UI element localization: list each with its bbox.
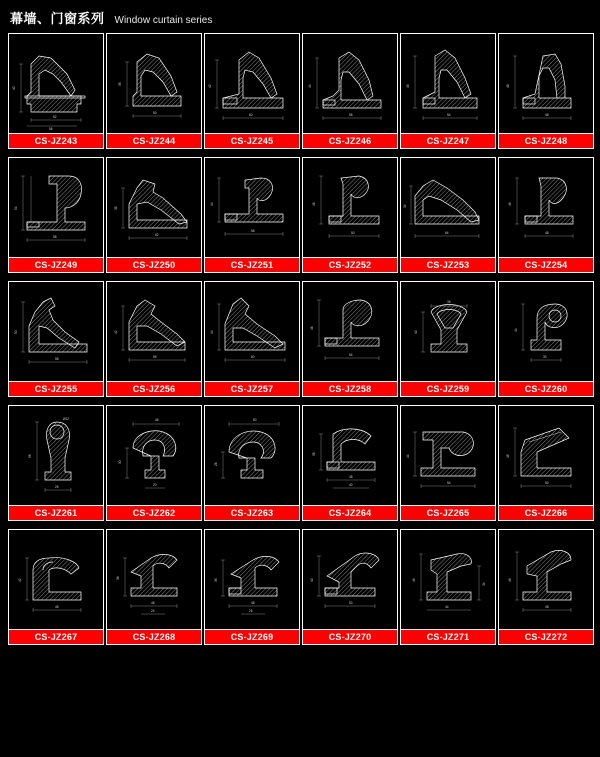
svg-text:Ø12: Ø12 <box>63 417 70 421</box>
svg-text:50: 50 <box>14 330 18 334</box>
product-code: CS-JZ262 <box>106 505 202 521</box>
product-code: CS-JZ248 <box>498 133 594 149</box>
svg-text:58: 58 <box>55 357 59 361</box>
product-code: CS-JZ266 <box>498 505 594 521</box>
profile-drawing <box>8 405 104 505</box>
product-cell[interactable] <box>204 157 300 273</box>
product-code: CS-JZ247 <box>400 133 496 149</box>
svg-text:42: 42 <box>18 578 22 582</box>
profile-drawing <box>8 529 104 629</box>
svg-text:26: 26 <box>214 462 218 466</box>
svg-text:40: 40 <box>349 483 353 487</box>
product-cell[interactable] <box>8 281 104 397</box>
product-code: CS-JZ253 <box>400 257 496 273</box>
product-cell[interactable] <box>106 157 202 273</box>
svg-text:44: 44 <box>210 330 214 334</box>
product-cell[interactable] <box>400 281 496 397</box>
product-code: CS-JZ256 <box>106 381 202 397</box>
product-cell[interactable] <box>400 529 496 645</box>
svg-text:58: 58 <box>349 113 353 117</box>
svg-text:56: 56 <box>49 127 53 131</box>
profile-drawing <box>106 405 202 505</box>
product-code: CS-JZ243 <box>8 133 104 149</box>
product-cell[interactable] <box>106 405 202 521</box>
product-code: CS-JZ263 <box>204 505 300 521</box>
profile-drawing <box>498 281 594 381</box>
product-code: CS-JZ261 <box>8 505 104 521</box>
svg-text:50: 50 <box>351 231 355 235</box>
product-code: CS-JZ244 <box>106 133 202 149</box>
svg-text:34: 34 <box>403 204 407 208</box>
product-code: CS-JZ246 <box>302 133 398 149</box>
svg-text:46: 46 <box>406 84 410 88</box>
product-code: CS-JZ251 <box>204 257 300 273</box>
svg-text:42: 42 <box>208 84 212 88</box>
product-cell[interactable] <box>204 281 300 397</box>
svg-text:40: 40 <box>310 578 314 582</box>
svg-text:54: 54 <box>447 481 451 485</box>
profile-drawing <box>204 281 300 381</box>
product-cell[interactable] <box>498 405 594 521</box>
page-header <box>0 0 600 33</box>
product-code: CS-JZ260 <box>498 381 594 397</box>
svg-text:36: 36 <box>214 578 218 582</box>
profile-drawing <box>302 281 398 381</box>
svg-text:58: 58 <box>251 229 255 233</box>
svg-text:44: 44 <box>210 202 214 206</box>
product-code: CS-JZ271 <box>400 629 496 645</box>
svg-text:42: 42 <box>114 330 118 334</box>
svg-text:48: 48 <box>506 84 510 88</box>
svg-text:40: 40 <box>12 86 16 90</box>
product-cell[interactable] <box>8 33 104 149</box>
svg-text:48: 48 <box>545 605 549 609</box>
product-code: CS-JZ272 <box>498 629 594 645</box>
svg-text:48: 48 <box>506 454 510 458</box>
product-cell[interactable] <box>498 33 594 149</box>
product-cell[interactable] <box>204 405 300 521</box>
profile-drawing <box>400 33 496 133</box>
profile-drawing <box>204 33 300 133</box>
product-code: CS-JZ249 <box>8 257 104 273</box>
product-cell[interactable] <box>8 529 104 645</box>
svg-text:48: 48 <box>349 475 353 479</box>
product-code: CS-JZ258 <box>302 381 398 397</box>
svg-text:26: 26 <box>55 485 59 489</box>
product-code: CS-JZ265 <box>400 505 496 521</box>
svg-text:64: 64 <box>445 231 449 235</box>
svg-text:38: 38 <box>118 82 122 86</box>
product-code: CS-JZ267 <box>8 629 104 645</box>
page-title-en: Window curtain series <box>114 15 213 26</box>
profile-drawing <box>204 529 300 629</box>
svg-text:58: 58 <box>28 454 32 458</box>
svg-text:36: 36 <box>447 300 451 304</box>
product-cell[interactable] <box>8 157 104 273</box>
product-cell[interactable] <box>498 529 594 645</box>
profile-drawing <box>302 33 398 133</box>
svg-text:48: 48 <box>545 113 549 117</box>
product-row <box>8 405 592 521</box>
product-cell[interactable] <box>106 33 202 149</box>
svg-text:52: 52 <box>53 115 57 119</box>
profile-drawing <box>400 157 496 257</box>
profile-drawing <box>8 281 104 381</box>
product-cell[interactable] <box>400 405 496 521</box>
svg-text:44: 44 <box>514 328 518 332</box>
svg-text:48: 48 <box>55 605 59 609</box>
product-cell[interactable] <box>302 33 398 149</box>
profile-drawing <box>302 529 398 629</box>
page-title-cn: 幕墙、门窗系列 <box>10 11 105 26</box>
product-cell[interactable] <box>400 157 496 273</box>
svg-text:48: 48 <box>545 231 549 235</box>
svg-text:40: 40 <box>414 330 418 334</box>
svg-text:46: 46 <box>155 418 159 422</box>
product-code: CS-JZ254 <box>498 257 594 273</box>
svg-text:46: 46 <box>508 202 512 206</box>
svg-text:36: 36 <box>114 206 118 210</box>
product-cell[interactable] <box>302 529 398 645</box>
profile-drawing <box>204 157 300 257</box>
profile-drawing <box>106 281 202 381</box>
profile-drawing <box>498 405 594 505</box>
svg-text:34: 34 <box>482 582 486 586</box>
svg-text:54: 54 <box>447 113 451 117</box>
product-cell[interactable] <box>106 529 202 645</box>
svg-text:44: 44 <box>406 454 410 458</box>
product-cell[interactable] <box>498 281 594 397</box>
product-code: CS-JZ268 <box>106 629 202 645</box>
product-code: CS-JZ259 <box>400 381 496 397</box>
product-cell[interactable] <box>204 33 300 149</box>
svg-text:24: 24 <box>151 609 155 613</box>
profile-drawing <box>8 33 104 133</box>
product-cell[interactable] <box>302 405 398 521</box>
product-row <box>8 157 592 273</box>
svg-text:58: 58 <box>53 235 57 239</box>
product-code: CS-JZ270 <box>302 629 398 645</box>
profile-drawing <box>400 281 496 381</box>
svg-text:50: 50 <box>545 481 549 485</box>
profile-drawing <box>106 33 202 133</box>
svg-text:44: 44 <box>445 605 449 609</box>
profile-drawing <box>498 33 594 133</box>
svg-text:26: 26 <box>249 609 253 613</box>
svg-text:46: 46 <box>151 601 155 605</box>
product-code: CS-JZ257 <box>204 381 300 397</box>
product-row <box>8 281 592 397</box>
product-code: CS-JZ255 <box>8 381 104 397</box>
profile-drawing <box>400 405 496 505</box>
product-code: CS-JZ269 <box>204 629 300 645</box>
svg-text:46: 46 <box>310 326 314 330</box>
product-code: CS-JZ264 <box>302 505 398 521</box>
product-code: CS-JZ250 <box>106 257 202 273</box>
profile-drawing <box>106 157 202 257</box>
profile-drawing <box>204 405 300 505</box>
svg-text:50: 50 <box>153 111 157 115</box>
svg-text:56: 56 <box>153 355 157 359</box>
profile-drawing <box>400 529 496 629</box>
svg-text:44: 44 <box>308 84 312 88</box>
profile-drawing <box>498 157 594 257</box>
svg-text:46: 46 <box>412 578 416 582</box>
profile-drawing <box>302 157 398 257</box>
profile-drawing <box>302 405 398 505</box>
svg-text:50: 50 <box>349 601 353 605</box>
svg-text:46: 46 <box>312 202 316 206</box>
svg-text:30: 30 <box>543 355 547 359</box>
svg-text:54: 54 <box>349 353 353 357</box>
svg-text:60: 60 <box>249 113 253 117</box>
product-grid <box>0 33 600 645</box>
product-code: CS-JZ245 <box>204 133 300 149</box>
product-cell[interactable] <box>498 157 594 273</box>
product-cell[interactable] <box>302 281 398 397</box>
product-row <box>8 529 592 645</box>
svg-text:48: 48 <box>508 578 512 582</box>
product-cell[interactable] <box>302 157 398 273</box>
product-cell[interactable] <box>8 405 104 521</box>
svg-text:38: 38 <box>116 576 120 580</box>
svg-text:62: 62 <box>155 233 159 237</box>
product-cell[interactable] <box>400 33 496 149</box>
profile-drawing <box>498 529 594 629</box>
profile-drawing <box>106 529 202 629</box>
svg-text:54: 54 <box>14 206 18 210</box>
product-cell[interactable] <box>204 529 300 645</box>
svg-text:36: 36 <box>312 452 316 456</box>
svg-text:30: 30 <box>118 460 122 464</box>
svg-text:60: 60 <box>251 355 255 359</box>
svg-text:50: 50 <box>253 418 257 422</box>
product-code: CS-JZ252 <box>302 257 398 273</box>
svg-text:20: 20 <box>153 483 157 487</box>
svg-text:48: 48 <box>251 601 255 605</box>
product-row <box>8 33 592 149</box>
product-cell[interactable] <box>106 281 202 397</box>
profile-drawing <box>8 157 104 257</box>
